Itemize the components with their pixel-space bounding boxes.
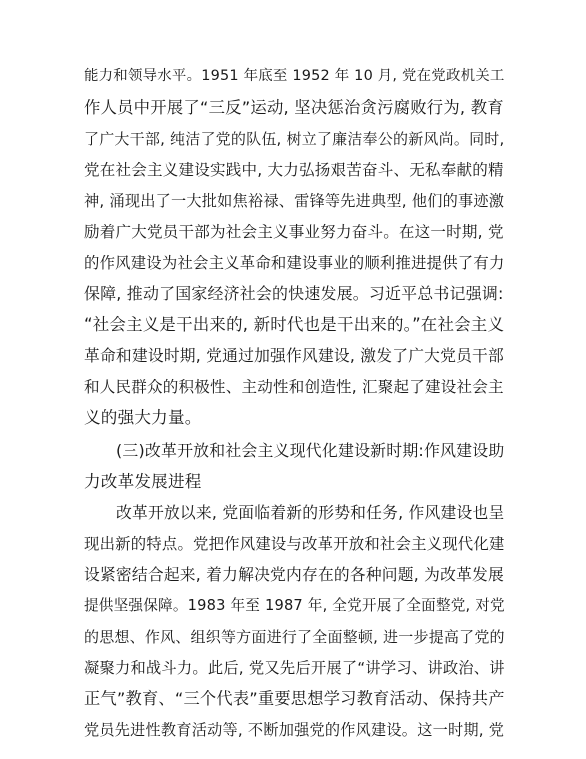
text-line: 改革开放以来, 党面临着新的形势和任务, 作风建设也呈 bbox=[116, 503, 505, 522]
text-line: 的作风建设为社会主义革命和建设事业的顺利推进提供了有力 bbox=[84, 254, 505, 272]
text-line: 义的强大力量。 bbox=[84, 408, 202, 427]
text-line: 设紧密结合起来, 着力解决党内存在的各种问题, 为改革发展 bbox=[84, 565, 504, 584]
text-line: 的思想、作风、组织等方面进行了全面整顿, 进一步提高了党的 bbox=[84, 628, 505, 646]
text-line: 党在社会主义建设实践中, 大力弘扬艰苦奋斗、无私奉献的精 bbox=[84, 161, 504, 179]
text-line: 党员先进性教育活动等, 不断加强党的作风建设。这一时期, 党 bbox=[84, 721, 505, 739]
text-line: 励着广大党员干部为社会主义事业努力奋斗。在这一时期, 党 bbox=[84, 223, 504, 241]
text-line: 革命和建设时期, 党通过加强作风建设, 激发了广大党员干部 bbox=[84, 346, 504, 365]
text-line: 现出新的特点。党把作风建设与改革开放和社会主义现代化建 bbox=[84, 535, 505, 553]
text-line: 提供坚强保障。1983 年至 1987 年, 全党开展了全面整党, 对党 bbox=[84, 597, 505, 614]
text-line: 正气”教育、“三个代表”重要思想学习教育活动、保持共产 bbox=[84, 689, 505, 708]
text-line: 保障, 推动了国家经济社会的快速发展。习近平总书记强调: bbox=[84, 284, 504, 303]
section-heading: (三)改革开放和社会主义现代化建设新时期:作风建设助 bbox=[116, 441, 505, 460]
text-line: 作人员中开展了“三反”运动, 坚决惩治贪污腐败行为, 教育 bbox=[84, 98, 504, 117]
text-line: 和人民群众的积极性、主动性和创造性, 汇聚起了建设社会主 bbox=[84, 378, 504, 396]
text-line: 了广大干部, 纯洁了党的队伍, 树立了廉洁奉公的新风尚。同时, bbox=[84, 130, 505, 148]
section-heading: 力改革发展进程 bbox=[84, 472, 202, 491]
text-line: 神, 涌现出了一大批如焦裕禄、雷锋等先进典型, 他们的事迹激 bbox=[84, 192, 505, 210]
text-line: “社会主义是干出来的, 新时代也是干出来的。”在社会主义 bbox=[84, 315, 505, 334]
text-line: 能力和领导水平。1951 年底至 1952 年 10 月, 党在党政机关工 bbox=[84, 68, 505, 84]
text-line: 凝聚力和战斗力。此后, 党又先后开展了“讲学习、讲政治、讲 bbox=[84, 659, 505, 677]
